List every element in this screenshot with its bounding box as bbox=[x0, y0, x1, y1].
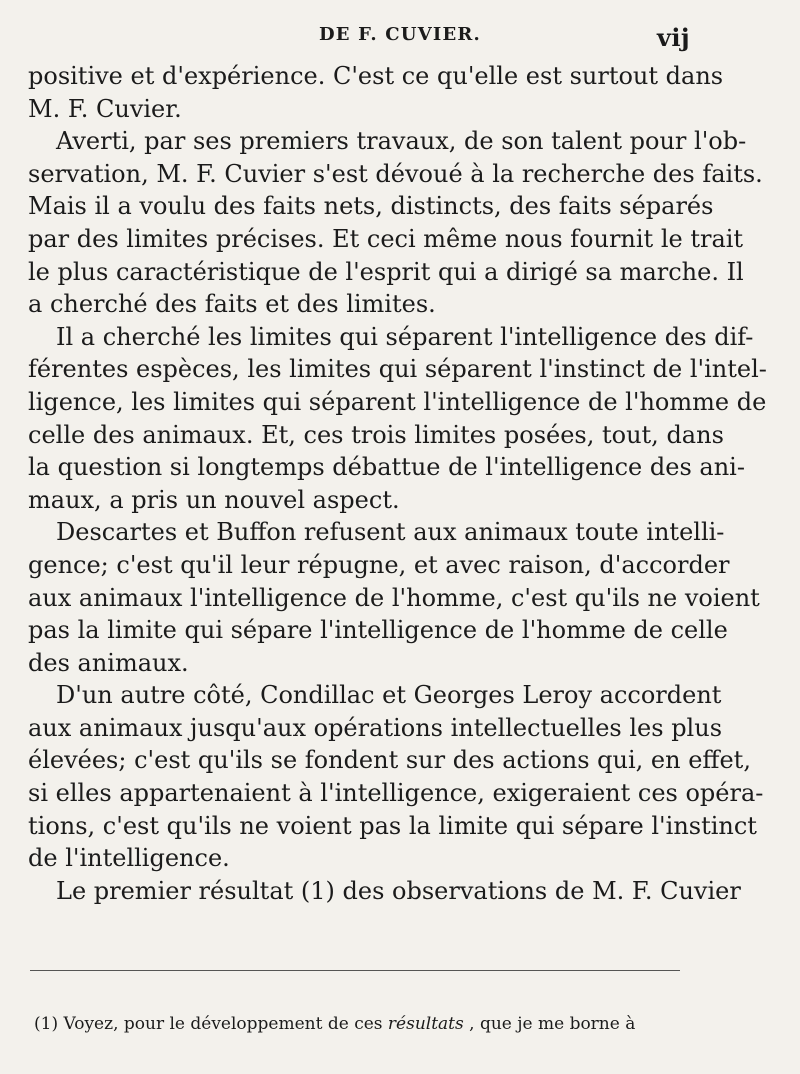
text-line: Il a cherché les limites qui séparent l'intelligence des dif- bbox=[56, 322, 754, 351]
text-line: la question si longtemps débattue de l'intelligence des ani- bbox=[28, 453, 745, 482]
main-text bbox=[28, 60, 767, 907]
text-line: gence; c'est qu'il leur répugne, et avec raison, d'accorder bbox=[28, 550, 730, 579]
footnote-marker: (1) bbox=[34, 1014, 59, 1034]
text-line: ligence, les limites qui séparent l'intelligence de l'homme de bbox=[28, 387, 767, 416]
paragraph-3 bbox=[28, 321, 767, 517]
page-header bbox=[0, 24, 800, 58]
text-line: D'un autre côté, Condillac et Georges Leroy accordent bbox=[56, 681, 722, 710]
text-line: positive et d'expérience. C'est ce qu'elle est surtout dans bbox=[28, 62, 724, 90]
text-line: Descartes et Buffon refusent aux animaux toute intelli- bbox=[56, 518, 725, 547]
text-line: a cherché des faits et des limites. bbox=[28, 290, 436, 319]
text-line: le plus caractéristique de l'esprit qui a dirigé sa marche. Il bbox=[28, 257, 744, 286]
text-line: pas la limite qui sépare l'intelligence de l'homme de celle bbox=[28, 616, 728, 645]
running-title: DE F. CUVIER. bbox=[318, 24, 482, 45]
text-line: si elles appartenaient à l'intelligence, exigeraient ces opéra- bbox=[28, 779, 764, 808]
footnote bbox=[34, 1012, 682, 1036]
paragraph-4 bbox=[28, 516, 760, 679]
text-line: Le premier résultat (1) des observations de M. F. Cuvier bbox=[56, 876, 741, 905]
text-line: Averti, par ses premiers travaux, de son talent pour l'ob- bbox=[56, 127, 747, 156]
footnote-text-end: , que je me borne à bbox=[469, 1014, 636, 1034]
paragraph-2 bbox=[28, 125, 763, 321]
footnote-italic-term: résultats bbox=[387, 1014, 464, 1034]
text-line: servation, M. F. Cuvier s'est dévoué à la recherche des faits. bbox=[28, 159, 763, 188]
text-line: de l'intelligence. bbox=[28, 844, 230, 873]
text-line: aux animaux jusqu'aux opérations intellectuelles les plus bbox=[28, 713, 723, 742]
footnote-text-start: Voyez, pour le développement de ces bbox=[63, 1014, 383, 1034]
text-line: celle des animaux. Et, ces trois limites posées, tout, dans bbox=[28, 420, 724, 449]
text-line: par des limites précises. Et ceci même nous fournit le trait bbox=[28, 224, 744, 253]
text-line: élevées; c'est qu'ils se fondent sur des actions qui, en effet, bbox=[28, 746, 751, 775]
page-number: vij bbox=[657, 23, 690, 52]
text-line: des animaux. bbox=[28, 648, 189, 677]
paragraph-6 bbox=[28, 875, 741, 908]
text-line: maux, a pris un nouvel aspect. bbox=[28, 485, 400, 514]
paragraph-5 bbox=[28, 679, 764, 875]
text-line: férentes espèces, les limites qui séparent l'instinct de l'intel- bbox=[28, 355, 767, 384]
text-line: tions, c'est qu'ils ne voient pas la limite qui sépare l'instinct bbox=[28, 811, 757, 840]
text-line: aux animaux l'intelligence de l'homme, c'est qu'ils ne voient bbox=[28, 583, 760, 612]
paragraph-1 bbox=[28, 60, 724, 125]
text-line: M. F. Cuvier. bbox=[28, 94, 182, 123]
footnote-divider bbox=[30, 970, 680, 971]
text-line: Mais il a voulu des faits nets, distincts, des faits séparés bbox=[28, 192, 714, 221]
